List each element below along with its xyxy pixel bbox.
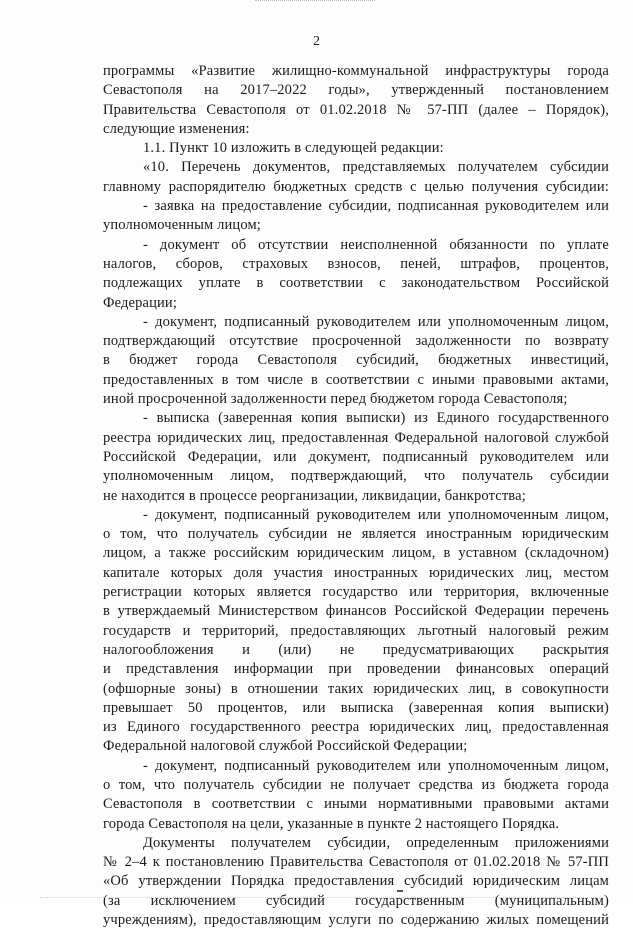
text-line: Севастополя на 2017–2022 годы», утвержденный постановлением [103,82,609,99]
text-line: регистрации которых является государство или территория, включенные [103,584,609,601]
text-line: (офшорные зоны) в отношении таких юридических лиц, в совокупности [103,680,609,697]
text-line: из Единого государственного реестра юридических лиц, предоставленная [103,719,609,736]
text-line: лицом, а также российским юридическим лицом, в уставном (складочном) [103,545,609,562]
text-line: и представления информации при проведении финансовых операций [103,661,609,678]
text-line: в бюджет города Севастополя субсидий, бюджетных инвестиций, [103,352,609,369]
scan-bottom-mark [397,890,403,892]
text-line: подлежащих уплате в соответствии с законодательством Российской [103,275,609,292]
scan-bottom-edge [40,897,600,900]
text-line: «10. Перечень документов, представляемых получателем субсидии [143,159,609,176]
text-line: налогообложения и (или) не предусматривающих раскрытия [103,641,609,658]
text-line: иной просроченной задолженности перед бюджетом города Севастополя; [103,391,568,408]
text-line: о том, что получатель субсидии не является иностранным юридическим [103,526,609,543]
text-line: программы «Развитие жилищно-коммунальной инфраструктуры города [103,63,609,79]
text-line: уполномоченным лицом, подтверждающий, что получатель субсидии [103,468,609,485]
text-line: - документ, подписанный руководителем или уполномоченным лицом, [143,313,609,330]
text-line: не находится в процессе реорганизации, ликвидации, банкротства; [103,487,526,504]
text-line: Российской Федерации, или документ, подписанный руководителем или [103,448,609,465]
text-line: - заявка на предоставление субсидии, подписанная руководителем или [143,198,609,215]
text-line: следующие изменения: [103,120,250,137]
text-line: - выписка (заверенная копия выписки) из Единого государственного [143,410,609,427]
text-line: налогов, сборов, страховых взносов, пеней, штрафов, процентов, [103,255,609,272]
scan-top-mark [255,0,375,5]
text-line: о том, что получатель субсидии не получает средства из бюджета города [103,776,609,793]
text-line: учреждениям), предоставляющим услуги по содержанию жилых помещений [103,912,609,929]
text-line: Документы получателем субсидии, определенным приложениями [143,834,609,851]
text-line: капитале которых доля участия иностранных юридических лиц, местом [103,564,609,581]
text-line: (за исключением субсидий государственным (муниципальным) [103,892,609,909]
text-line: - документ об отсутствии неисполненной обязанности по уплате [143,236,609,253]
text-line: государств и территорий, предоставляющих льготный налоговый режим [103,622,609,639]
text-line: № 2–4 к постановлению Правительства Севастополя от 01.02.2018 № 57-ПП [103,854,609,871]
text-line: 1.1. Пункт 10 изложить в следующей редакции: [143,140,444,157]
text-line: «Об утверждении Порядка предоставления субсидий юридическим лицам [103,873,609,890]
text-line: Севастополя в соответствии с иными нормативными правовыми актами [103,796,609,813]
text-line: - документ, подписанный руководителем или уполномоченным лицом, [143,506,609,523]
text-line: - документ, подписанный руководителем или уполномоченным лицом, [143,757,609,774]
document-body [103,62,609,930]
text-line: уполномоченным лицом; [103,217,261,234]
text-line: в утверждаемый Министерством финансов Российской Федерации перечень [103,603,609,620]
text-line: главному распорядителю бюджетных средств с целью получения субсидии: [103,178,609,195]
text-line: города Севастополя на цели, указанные в пункте 2 настоящего Порядка. [103,815,560,832]
text-line: Правительства Севастополя от 01.02.2018 № 57-ПП (далее – Порядок), [103,101,609,118]
text-line: реестра юридических лиц, предоставленная Федеральной налоговой службой [103,429,609,446]
text-line: Федеральной налоговой службой Российской Федерации; [103,738,468,755]
text-line: превышает 50 процентов, или выписка (заверенная копия выписки) [103,699,609,716]
text-line: Федерации; [103,294,178,311]
text-line: предоставленных в том числе в соответствии с иными правовыми актами, [103,371,609,388]
page-number: 2 [313,34,320,49]
text-line: подтверждающий отсутствие просроченной задолженности по возврату [103,333,609,350]
